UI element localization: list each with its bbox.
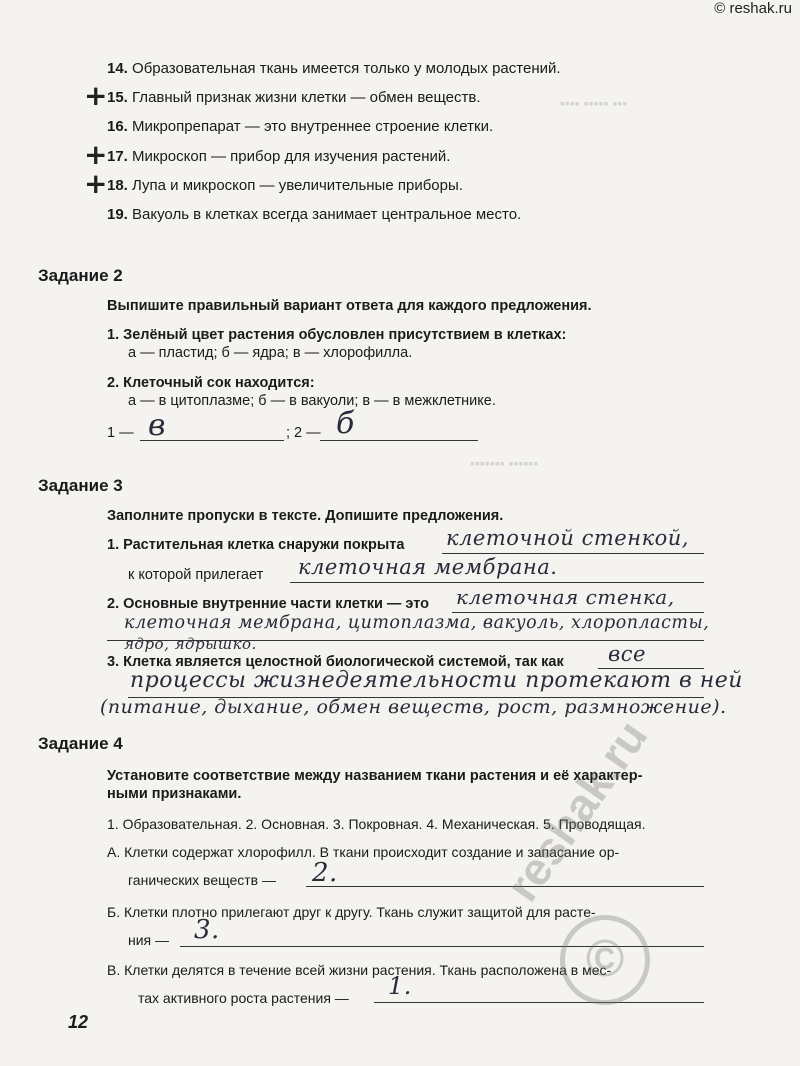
- page-number: 12: [68, 1012, 89, 1032]
- task3-s1-part2: к которой прилегает: [128, 567, 264, 583]
- task2-answer1-label: 1 —: [107, 425, 134, 441]
- task3-s2-answer2[interactable]: клеточная мембрана, цитоплазма, вакуоль, хлоропласты,: [124, 613, 710, 633]
- task2-heading: Задание 2: [38, 266, 123, 285]
- task4-c-answer[interactable]: 1.: [388, 972, 412, 1000]
- statement-number: 18.: [107, 176, 128, 194]
- statement-number: 16.: [107, 118, 128, 136]
- task4-instruction-line2: ными признаками.: [107, 786, 242, 802]
- task3-s2-answer3[interactable]: ядро, ядрышко.: [124, 635, 257, 653]
- task3-s1-answer1[interactable]: клеточной стенкой,: [446, 526, 689, 550]
- task3-s3-answer1[interactable]: все: [608, 642, 646, 666]
- task3-s3-answer2[interactable]: процессы жизнедеятельности протекают в ней: [130, 668, 743, 693]
- statement-row: [107, 60, 561, 77]
- statement-row: [107, 206, 521, 223]
- show-through-text: ▪▪▪▪ ▪▪▪▪▪ ▪▪▪: [560, 95, 628, 111]
- statement-text: Лупа и микроскоп — увеличительные приборы.: [132, 176, 463, 194]
- task3-s2-answer1[interactable]: клеточная стенка,: [456, 585, 675, 609]
- statement-text: Вакуоль в клетках всегда занимает центральное место.: [132, 206, 522, 223]
- task3-s1-line1: [442, 553, 704, 554]
- statement-row: [107, 89, 481, 106]
- task3-s3-answer3[interactable]: (питание, дыхание, обмен веществ, рост, размножение).: [100, 696, 727, 718]
- statement-row: [107, 177, 463, 194]
- task4-b-answer[interactable]: 3.: [194, 915, 220, 945]
- correct-mark-plus[interactable]: +: [84, 137, 108, 171]
- statement-number: 17.: [107, 147, 128, 165]
- task4-b-line2: ния —: [128, 932, 170, 948]
- task2-q1-line2: а — пластид; б — ядра; в — хлорофилла.: [128, 345, 413, 361]
- task3-s1-answer2[interactable]: клеточная мембрана.: [298, 555, 558, 579]
- diagonal-watermark: reshak.ru: [495, 710, 658, 911]
- correct-mark-plus[interactable]: +: [84, 166, 108, 200]
- task2-q2-line2: а — в цитоплазме; б — в вакуоли; в — в межклетнике.: [128, 393, 496, 409]
- task2-q1-line1: 1. Зелёный цвет растения обусловлен присутствием в клетках:: [107, 327, 567, 343]
- statement-text: Микропрепарат — это внутреннее строение клетки.: [132, 118, 494, 136]
- show-through-text: ▪▪▪▪▪▪▪ ▪▪▪▪▪▪: [470, 455, 539, 471]
- task4-c-line1: В. Клетки делятся в течение всей жизни растения. Ткань расположена в мес-: [107, 962, 612, 978]
- task4-options: 1. Образовательная. 2. Основная. 3. Покровная. 4. Механическая. 5. Проводящая.: [107, 816, 646, 832]
- statement-number: 14.: [107, 60, 128, 77]
- task3-s1-part1: 1. Растительная клетка снаружи покрыта: [107, 537, 405, 553]
- statement-text: Главный признак жизни клетки — обмен веществ.: [132, 89, 481, 107]
- task4-c-answer-line: [374, 1002, 704, 1003]
- statement-number: 15.: [107, 89, 128, 107]
- task3-s2-text: 2. Основные внутренние части клетки — это: [107, 596, 430, 612]
- task4-instruction-line1: Установите соответствие между названием ткани растения и её характер-: [107, 768, 643, 784]
- task2-answer2[interactable]: б: [336, 406, 355, 441]
- statement-text: Образовательная ткань имеется только у молодых растений.: [132, 60, 561, 77]
- statement-text: Микроскоп — прибор для изучения растений.: [132, 147, 451, 165]
- task4-heading: Задание 4: [38, 734, 123, 753]
- task2-q2-line1: 2. Клеточный сок находится:: [107, 375, 315, 391]
- correct-mark-plus[interactable]: +: [84, 79, 108, 113]
- site-watermark: © reshak.ru: [714, 0, 792, 17]
- task4-b-line1: Б. Клетки плотно прилегают друг к другу. Ткань служит защитой для расте-: [107, 904, 596, 920]
- task3-s1-line2: [290, 582, 704, 583]
- task2-answer2-label: ; 2 —: [286, 425, 321, 441]
- task3-instruction: Заполните пропуски в тексте. Допишите предложения.: [107, 508, 504, 524]
- statement-number: 19.: [107, 206, 128, 223]
- statement-row: [107, 118, 493, 135]
- task2-instruction: Выпишите правильный вариант ответа для каждого предложения.: [107, 298, 592, 314]
- task4-a-line1: А. Клетки содержат хлорофилл. В ткани происходит создание и запасание ор-: [107, 844, 620, 860]
- task4-c-line2: тах активного роста растения —: [138, 990, 349, 1006]
- copyright-watermark-icon: ©: [560, 915, 650, 1005]
- task3-heading: Задание 3: [38, 476, 123, 495]
- task3-s3-text: 3. Клетка является целостной биологической системой, так как: [107, 654, 564, 670]
- task4-a-line2: ганических веществ —: [128, 872, 277, 888]
- task4-a-answer[interactable]: 2.: [312, 858, 338, 888]
- task2-answer1[interactable]: в: [148, 408, 166, 443]
- statement-row: [107, 148, 450, 165]
